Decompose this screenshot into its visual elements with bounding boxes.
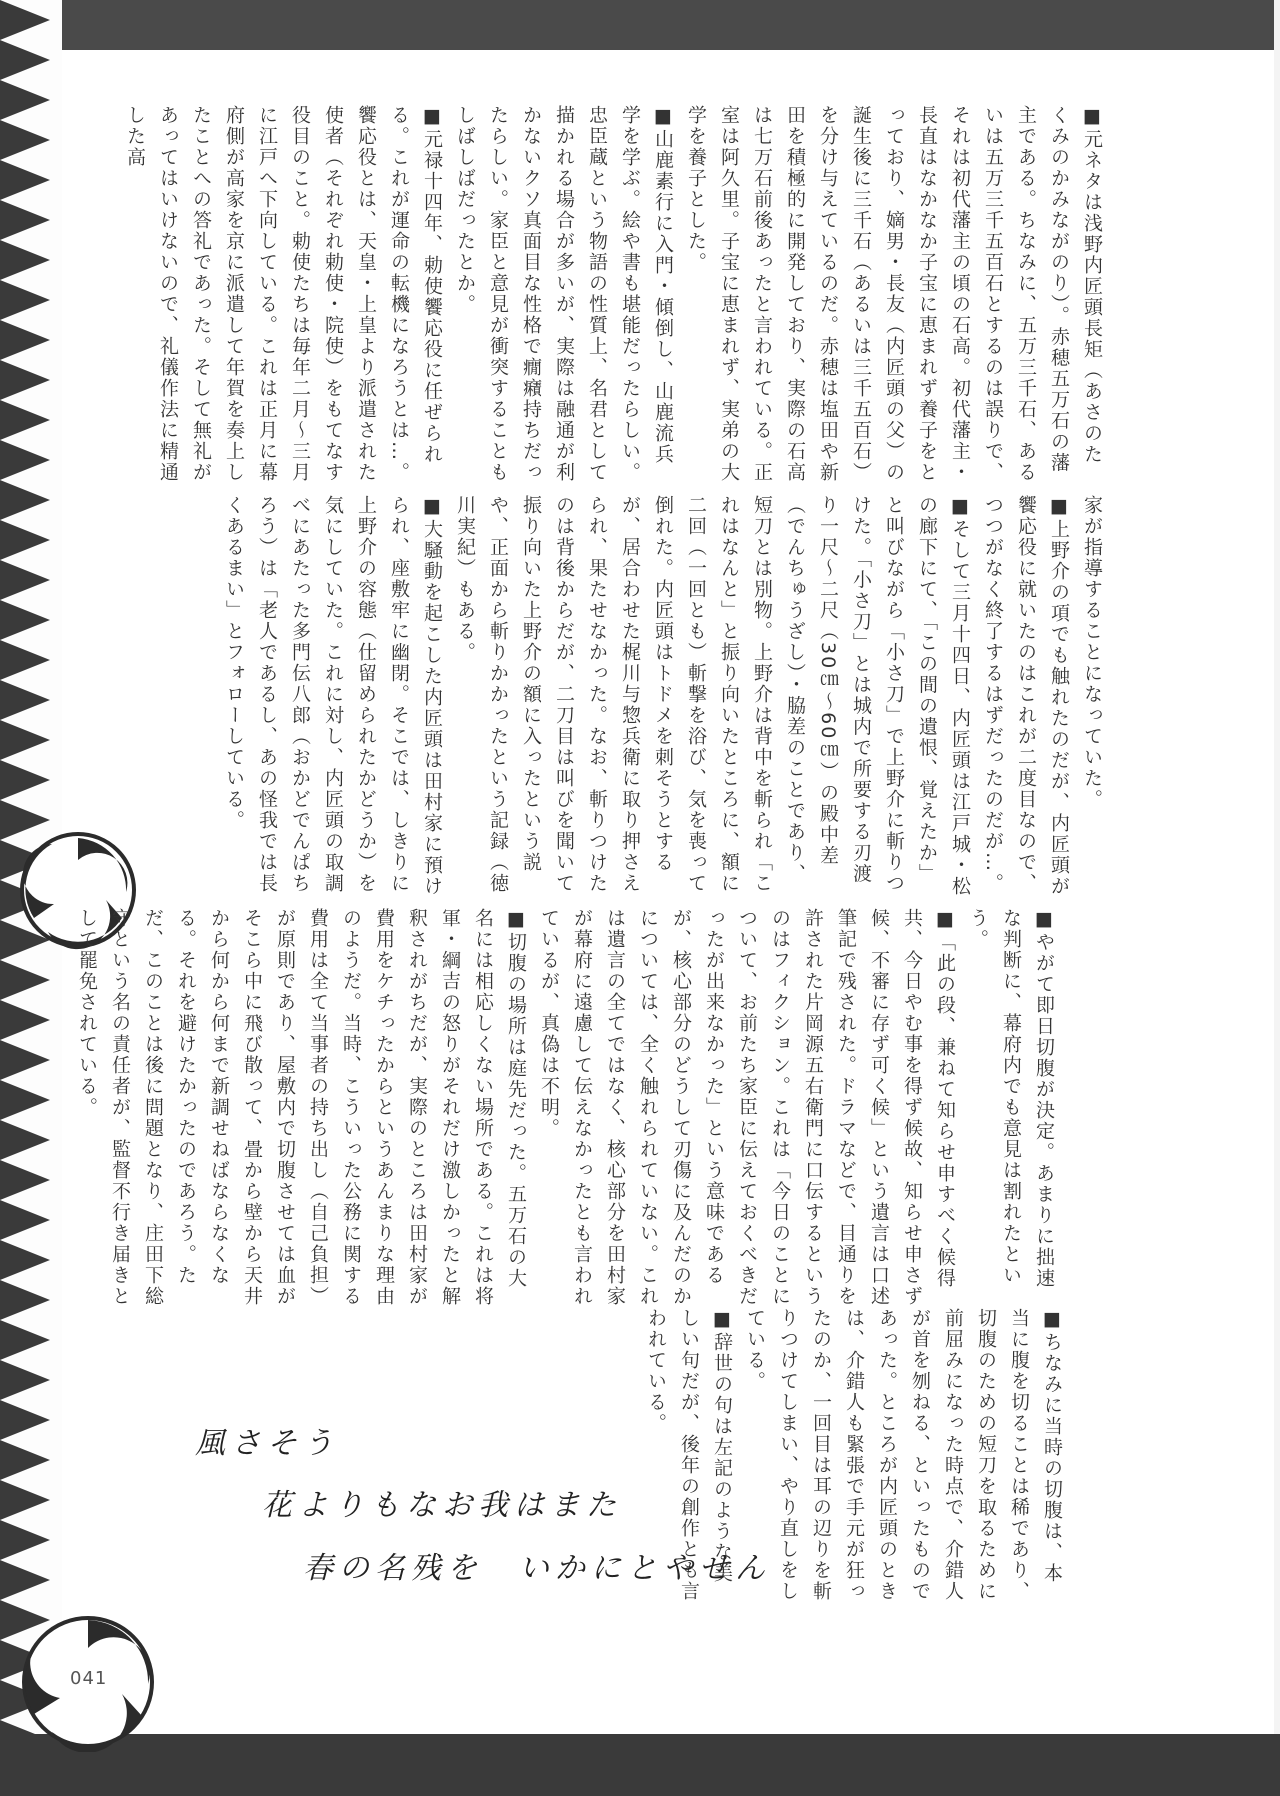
- text-block-1: ■元ネタは浅野内匠頭長矩（あさのたくみのかみながのり）。赤穂五万石の藩主である。ちなみに、五万三千石、あるいは五万三千五百石とするのは誤りで、それは初代藩主の頃の石高。初代藩主・長直はなかなか子宝に恵まれず養子をとっており、嫡男・長友（内匠頭の父）の誕生後に三千石（あるいは三千五百石）を分け与えているのだ。赤穂は塩田や新田を積極的に開発しており、実際の石高は七万石前後あったと言われている。正室は阿久里。子宝に恵まれず、実弟の大学を養子とした。 ■山鹿素行に入門・傾倒し、山鹿流兵学を学ぶ。絵や書も堪能だったらしい。忠臣蔵という物語の性質上、名君として描かれる場合が多いが、実際は融通が利かないクソ真面目な性格で癇癪持ちだったらしい。家臣と意見が衝突することもしばしばだったとか。 ■元禄十四年、勅使饗応役に任ぜられる。これが運命の転機になろうとは…。饗応役とは、天皇・上皇より派遣された使者（それぞれ勅使・院使）をもてなす役目のこと。勅使たちは毎年二月〜三月に江戸へ下向している。これは正月に幕府側が高家を京に派遣して年賀を奏上したことへの答礼であった。そして無礼があってはいけないので、礼儀作法に精通した高: [124, 105, 1103, 483]
- text-block-3: ■やがて即日切腹が決定。あまりに拙速な判断に、幕府内でも意見は割れたという。 ■「此の段、兼ねて知らせ申すべく候得共、今日やむ事を得ず候故、知らせ申さず候、不審に存ず可く候」という遺言は口述筆記で残された。ドラマなどで、目通りを許された片岡源五右衛門に口伝するというのはフィクション。これは「今日のことについて、お前たち家臣に伝えておくべきだったが出来なかった」という意味であるが、核心部分のどうして刃傷に及んだのかについては、全く触れられていない。これは遺言の全てではなく、核心部分を田村家が幕府に遠慮して伝えなかったとも言われているが、真偽は不明。 ■切腹の場所は庭先だった。五万石の大名には相応しくない場所である。これは将軍・綱吉の怒りがそれだけ激しかったと解釈されがちだが、実際のところは田村家が費用をケチったからというあんまりな理由のようだ。当時、こういった公務に関する費用は全て当事者の持ち出し（自己負担）が原則であり、屋敷内で切腹させては血がそこら中に飛び散って、畳から壁から天井から何から何まで新調せねばならなくなる。それを避けたかったのであろう。ただ、このことは後に問題となり、庄田下総守という名の責任者が、監督不行き届きとして罷免されている。: [76, 908, 1055, 1307]
- top-border-band: [0, 0, 1280, 50]
- poem-line-2: 花よりもなお我はまた: [262, 1488, 622, 1523]
- text-block-2: 家が指導することになっていた。 ■上野介の項でも触れたのだが、内匠頭が饗応役に就いたのはこれが二度目なので、つつがなく終了するはずだったのだが…。 ■そして三月十四日、内匠頭は江戸城・松の廊下にて、「この間の遺恨、覚えたか」と叫びながら「小さ刀」で上野介に斬りつけた。「小さ刀」とは城内で所要する刃渡り一尺〜二尺（30㎝〜60㎝）の殿中差（でんちゅうざし）・脇差のことであり、短刀とは別物。上野介は背中を斬られ「これはなんと」と振り向いたところに、額に二回（一回とも）斬撃を浴び、気を喪って倒れた。内匠頭はトドメを刺そうとするが、居合わせた梶川与惣兵衛に取り押さえられ、果たせなかった。なお、斬りつけたのは背後からだが、二刀目は叫びを聞いて振り向いた上野介の額に入ったという説や、正面から斬りかかったという記録（徳川実紀）もある。 ■大騒動を起こした内匠頭は田村家に預けられ、座敷牢に幽閉。そこでは、しきりに上野介の容態（仕留められたかどうか）を気にしていた。これに対し、内匠頭の取調べにあたった多門伝八郎（おかどでんぱちろう）は「老人であるし、あの怪我では長くあるまい」とフォローしている。: [223, 495, 1103, 897]
- bottom-border-band: [0, 1734, 1280, 1796]
- poem-line-3: 春の名残を いかにとやせん: [303, 1551, 771, 1586]
- right-page-edge: [1274, 0, 1280, 1796]
- poem-line-1: 風さそう: [195, 1426, 339, 1461]
- text-block-4: ■ちなみに当時の切腹は、本当に腹を切ることは稀であり、切腹のための短刀を取るために前屈みになった時点で、介錯人が首を刎ねる、といったものであった。ところが内匠頭のときは、介錯人も緊張で手元が狂ったのか、一回目は耳の辺りを斬りつけてしまい、やり直しをしている。 ■辞世の句は左記のような美しい句だが、後年の創作とも言われている。: [645, 1308, 1063, 1602]
- page-number: 041: [70, 1668, 108, 1689]
